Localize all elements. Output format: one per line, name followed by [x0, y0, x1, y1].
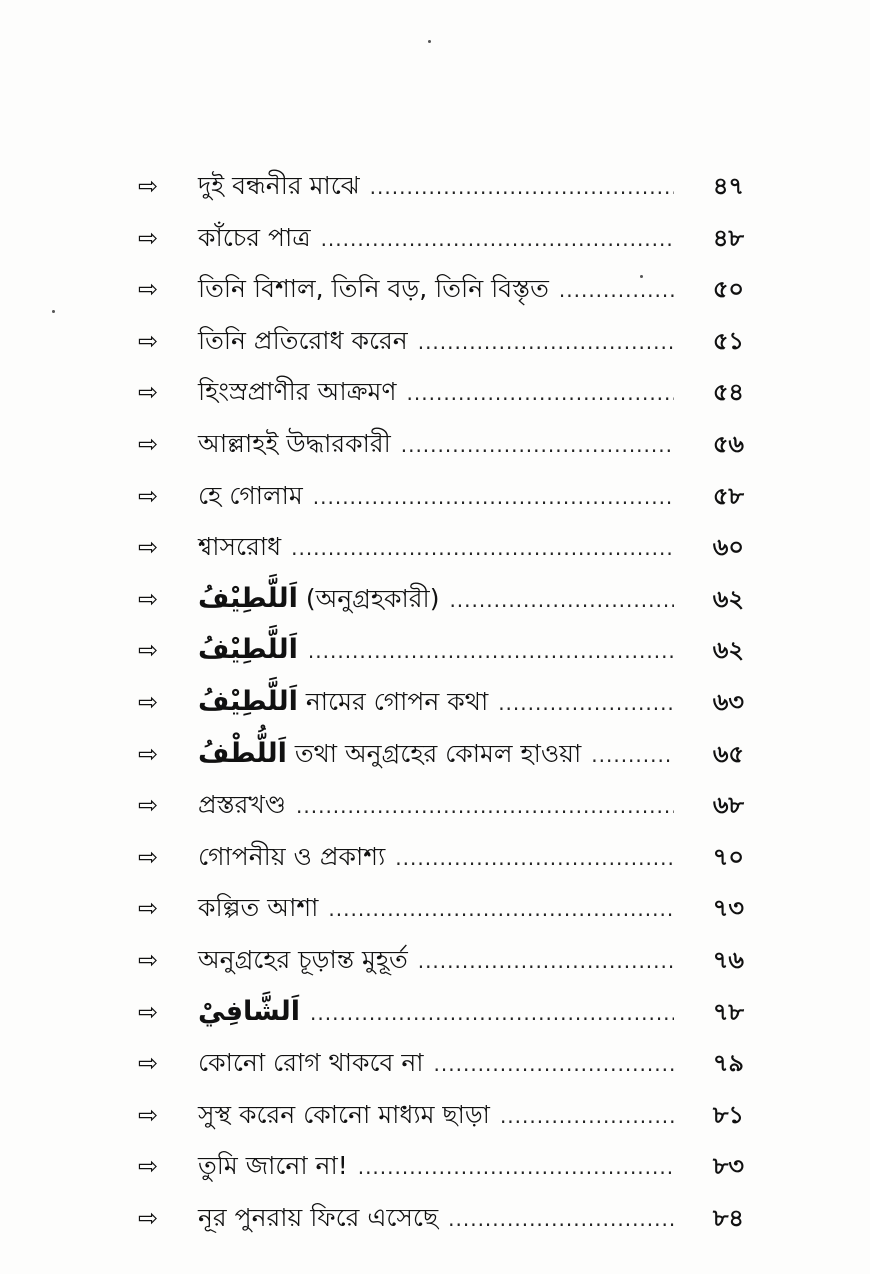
toc-title-text: কল্পিত আশা — [198, 893, 319, 923]
toc-entry — [138, 779, 744, 831]
toc-title-text: তুমি জানো না! — [198, 1151, 348, 1181]
toc-arabic-term: اَللَّطِيْفُ — [198, 685, 298, 717]
dot-leader — [434, 1039, 674, 1091]
toc-arabic-term: اَللَّطِيْفُ — [198, 582, 298, 614]
dot-leader — [407, 368, 674, 420]
toc-title-suffix: নামের গোপন কথা — [305, 686, 489, 716]
toc-entry-title — [198, 366, 407, 418]
dot-leader — [500, 1091, 674, 1143]
dot-leader — [418, 936, 674, 988]
paper-speck — [52, 310, 55, 313]
dot-leader — [308, 626, 674, 678]
toc-entry-title — [198, 160, 370, 212]
toc-title-text: কোনো রোগ থাকবে না — [198, 1048, 424, 1078]
right-arrow-outline-icon: ⇨ — [138, 223, 159, 252]
right-arrow-outline-icon: ⇨ — [138, 1100, 159, 1129]
toc-title-text: কাঁচের পাত্র — [198, 222, 311, 252]
toc-arabic-term: اَلشَّافِيْ — [198, 995, 301, 1027]
toc-page-number: ৬২ — [712, 636, 744, 665]
right-arrow-outline-icon: ⇨ — [138, 1049, 159, 1078]
toc-entry — [138, 212, 744, 264]
toc-page-number: ৭৮ — [712, 997, 744, 1026]
toc-entry-title — [198, 470, 313, 522]
toc-title-text: শ্বাসরোধ — [198, 532, 282, 562]
toc-entry-title — [198, 831, 395, 883]
toc-title-text: হে গোলাম — [198, 480, 303, 510]
toc-page-number: ৭৯ — [712, 1049, 744, 1078]
toc-title-text: হিংস্রপ্রাণীর আক্রমণ — [198, 377, 397, 407]
toc-page-number: ৬৫ — [712, 739, 744, 768]
toc-page-number: ৫৬ — [712, 429, 744, 458]
dot-leader — [358, 1142, 674, 1194]
toc-entry — [138, 470, 744, 522]
toc-page-number: ৪৮ — [712, 223, 744, 252]
toc-entry-title — [198, 263, 559, 315]
right-arrow-outline-icon: ⇨ — [138, 791, 159, 820]
toc-title-text: দুই বন্ধনীর মাঝে — [198, 171, 360, 200]
dot-leader — [291, 523, 674, 575]
toc-entry — [138, 1037, 744, 1089]
right-arrow-outline-icon: ⇨ — [138, 429, 159, 458]
paper-speck — [428, 40, 431, 43]
toc-entry-title — [198, 212, 321, 264]
dot-leader — [401, 420, 674, 472]
toc-title-text: সুস্থ করেন কোনো মাধ্যম ছাড়া — [198, 1099, 490, 1129]
right-arrow-outline-icon: ⇨ — [138, 997, 159, 1026]
right-arrow-outline-icon: ⇨ — [138, 378, 159, 407]
toc-entry — [138, 263, 744, 315]
toc-entry — [138, 160, 744, 212]
toc-entry — [138, 934, 744, 986]
toc-entry — [138, 1140, 744, 1192]
toc-arabic-term: اَللَّطِيْفُ — [198, 634, 298, 666]
toc-entry — [138, 573, 744, 625]
toc-arabic-term: اَللُّطْفُ — [198, 737, 287, 769]
toc-entry-title — [198, 779, 296, 831]
toc-entry — [138, 676, 744, 728]
toc-entry — [138, 315, 744, 367]
right-arrow-outline-icon: ⇨ — [138, 739, 159, 768]
toc-page-number: ৬৩ — [712, 687, 744, 716]
toc-page-number: ৫০ — [712, 275, 744, 304]
dot-leader — [370, 162, 674, 214]
right-arrow-outline-icon: ⇨ — [138, 326, 159, 355]
toc-entry-title — [198, 315, 418, 367]
right-arrow-outline-icon: ⇨ — [138, 584, 159, 613]
right-arrow-outline-icon: ⇨ — [138, 636, 159, 665]
toc-page-number: ৮৩ — [712, 1152, 744, 1181]
toc-title-text: তিনি বিশাল, তিনি বড়, তিনি বিস্তৃত — [198, 274, 549, 304]
toc-page-number: ৮১ — [712, 1100, 744, 1129]
dot-leader — [591, 730, 674, 782]
dot-leader — [310, 988, 674, 1040]
toc-entry-title — [198, 676, 498, 728]
right-arrow-outline-icon: ⇨ — [138, 1203, 159, 1232]
toc-entry-title — [198, 934, 418, 986]
toc-page-number: ৮৪ — [712, 1203, 744, 1232]
right-arrow-outline-icon: ⇨ — [138, 894, 159, 923]
toc-title-suffix: (অনুগ্রহকারী) — [305, 583, 440, 613]
toc-page-number: ৫৮ — [712, 481, 744, 510]
toc-entry — [138, 521, 744, 573]
right-arrow-outline-icon: ⇨ — [138, 842, 159, 871]
dot-leader — [321, 214, 674, 266]
right-arrow-outline-icon: ⇨ — [138, 481, 159, 510]
toc-entry — [138, 366, 744, 418]
toc-entry — [138, 882, 744, 934]
table-of-contents — [138, 160, 744, 1243]
toc-entry-title — [198, 1089, 500, 1141]
toc-entry-title — [198, 573, 449, 625]
toc-entry — [138, 831, 744, 883]
toc-entry-title — [198, 624, 308, 676]
right-arrow-outline-icon: ⇨ — [138, 945, 159, 974]
toc-title-text: আল্লাহই উদ্ধারকারী — [198, 428, 391, 458]
toc-page-number: ৫৪ — [712, 378, 744, 407]
dot-leader — [296, 781, 674, 833]
dot-leader — [448, 1194, 674, 1246]
toc-page-number: ৬০ — [712, 533, 744, 562]
right-arrow-outline-icon: ⇨ — [138, 172, 159, 200]
toc-title-text: প্রস্তরখণ্ড — [198, 790, 287, 820]
right-arrow-outline-icon: ⇨ — [138, 275, 159, 304]
toc-entry — [138, 1192, 744, 1244]
toc-entry-title — [198, 521, 291, 573]
toc-entry-title — [198, 986, 310, 1038]
toc-entry — [138, 986, 744, 1038]
toc-entry-title — [198, 1140, 358, 1192]
dot-leader — [559, 265, 674, 317]
toc-page-number: ৬২ — [712, 584, 744, 613]
right-arrow-outline-icon: ⇨ — [138, 1152, 159, 1181]
dot-leader — [328, 884, 674, 936]
dot-leader — [498, 678, 674, 730]
toc-title-text: গোপনীয় ও প্রকাশ্য — [198, 841, 386, 871]
toc-title-text: তিনি প্রতিরোধ করেন — [198, 325, 408, 355]
toc-title-suffix: তথা অনুগ্রহের কোমল হাওয়া — [294, 738, 582, 768]
toc-entry — [138, 728, 744, 780]
toc-page-number: ৪৭ — [712, 172, 744, 200]
toc-entry-title — [198, 1192, 448, 1244]
right-arrow-outline-icon: ⇨ — [138, 687, 159, 716]
toc-page-number: ৭০ — [712, 842, 744, 871]
toc-entry — [138, 1089, 744, 1141]
toc-entry-title — [198, 728, 591, 780]
toc-page-number: ৫১ — [712, 326, 744, 355]
dot-leader — [313, 472, 674, 524]
toc-entry — [138, 624, 744, 676]
toc-entry-title — [198, 418, 401, 470]
toc-entry — [138, 418, 744, 470]
toc-entry-title — [198, 882, 328, 934]
toc-title-text: অনুগ্রহের চূড়ান্ত মুহূর্ত — [198, 944, 408, 974]
toc-entry-title — [198, 1037, 434, 1089]
dot-leader — [418, 317, 674, 369]
dot-leader — [449, 575, 674, 627]
toc-page-number: ৭৩ — [712, 894, 744, 923]
dot-leader — [395, 833, 674, 885]
right-arrow-outline-icon: ⇨ — [138, 533, 159, 562]
toc-page-number: ৬৮ — [712, 791, 744, 820]
toc-page-number: ৭৬ — [712, 945, 744, 974]
toc-title-text: নূর পুনরায় ফিরে এসেছে — [198, 1202, 439, 1232]
